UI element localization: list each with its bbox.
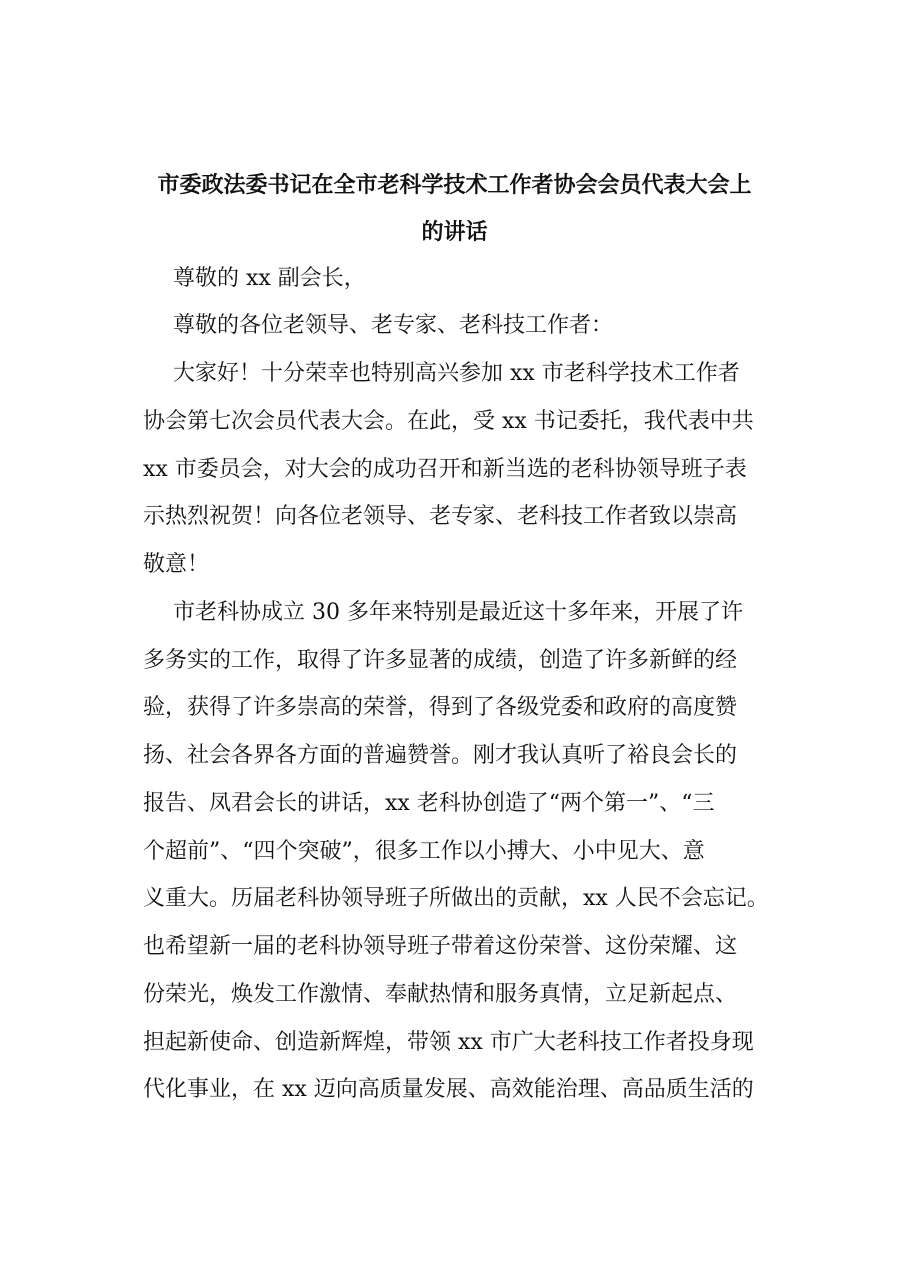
paragraph-2-line-10: 担起新使命、创造新辉煌，带领 xx 市广大老科技工作者投身现 bbox=[143, 1030, 754, 1055]
paragraph-2-line-2: 多务实的工作，取得了许多显著的成绩，创造了许多新鲜的经 bbox=[143, 648, 738, 673]
paragraph-1-line-5: 敬意！ bbox=[143, 552, 210, 577]
paragraph-1-line-1: 大家好！十分荣幸也特别高兴参加 xx 市老科学技术工作者 bbox=[173, 361, 740, 386]
paragraph-2-line-9: 份荣光，焕发工作激情、奉献热情和服务真情，立足新起点、 bbox=[143, 982, 738, 1007]
salutation-line-2: 尊敬的各位老领导、老专家、老科技工作者： bbox=[173, 313, 614, 338]
paragraph-2-line-3: 验，获得了许多崇高的荣誉，得到了各级党委和政府的高度赞 bbox=[143, 695, 738, 720]
document-title-line-1: 市委政法委书记在全市老科学技术工作者协会会员代表大会上 bbox=[157, 172, 752, 198]
salutation-line-1: 尊敬的 xx 副会长， bbox=[173, 266, 366, 291]
paragraph-2-line-1: 市老科协成立 30 多年来特别是最近这十多年来，开展了许 bbox=[173, 600, 743, 625]
paragraph-2-line-7: 义重大。历届老科协领导班子所做出的贡献，xx 人民不会忘记。 bbox=[143, 886, 769, 911]
paragraph-1-line-3: xx 市委员会，对大会的成功召开和新当选的老科协领导班子表 bbox=[143, 457, 747, 482]
document-title-line-2: 的讲话 bbox=[421, 219, 488, 245]
paragraph-2-line-5: 报告、凤君会长的讲话，xx 老科协创造了“两个第一”、“三 bbox=[143, 791, 715, 816]
paragraph-2-line-4: 扬、社会各界各方面的普遍赞誉。刚才我认真听了裕良会长的 bbox=[143, 743, 738, 768]
paragraph-1-line-2: 协会第七次会员代表大会。在此，受 xx 书记委托，我代表中共 bbox=[143, 409, 754, 434]
paragraph-2-line-11: 代化事业，在 xx 迈向高质量发展、高效能治理、高品质生活的 bbox=[143, 1077, 754, 1102]
paragraph-2-line-8: 也希望新一届的老科协领导班子带着这份荣誉、这份荣耀、这 bbox=[143, 934, 738, 959]
paragraph-1-line-4: 示热烈祝贺！向各位老领导、老专家、老科技工作者致以崇高 bbox=[143, 504, 738, 529]
paragraph-2-line-6: 个超前”、“四个突破”，很多工作以小搏大、小中见大、意 bbox=[143, 839, 705, 864]
